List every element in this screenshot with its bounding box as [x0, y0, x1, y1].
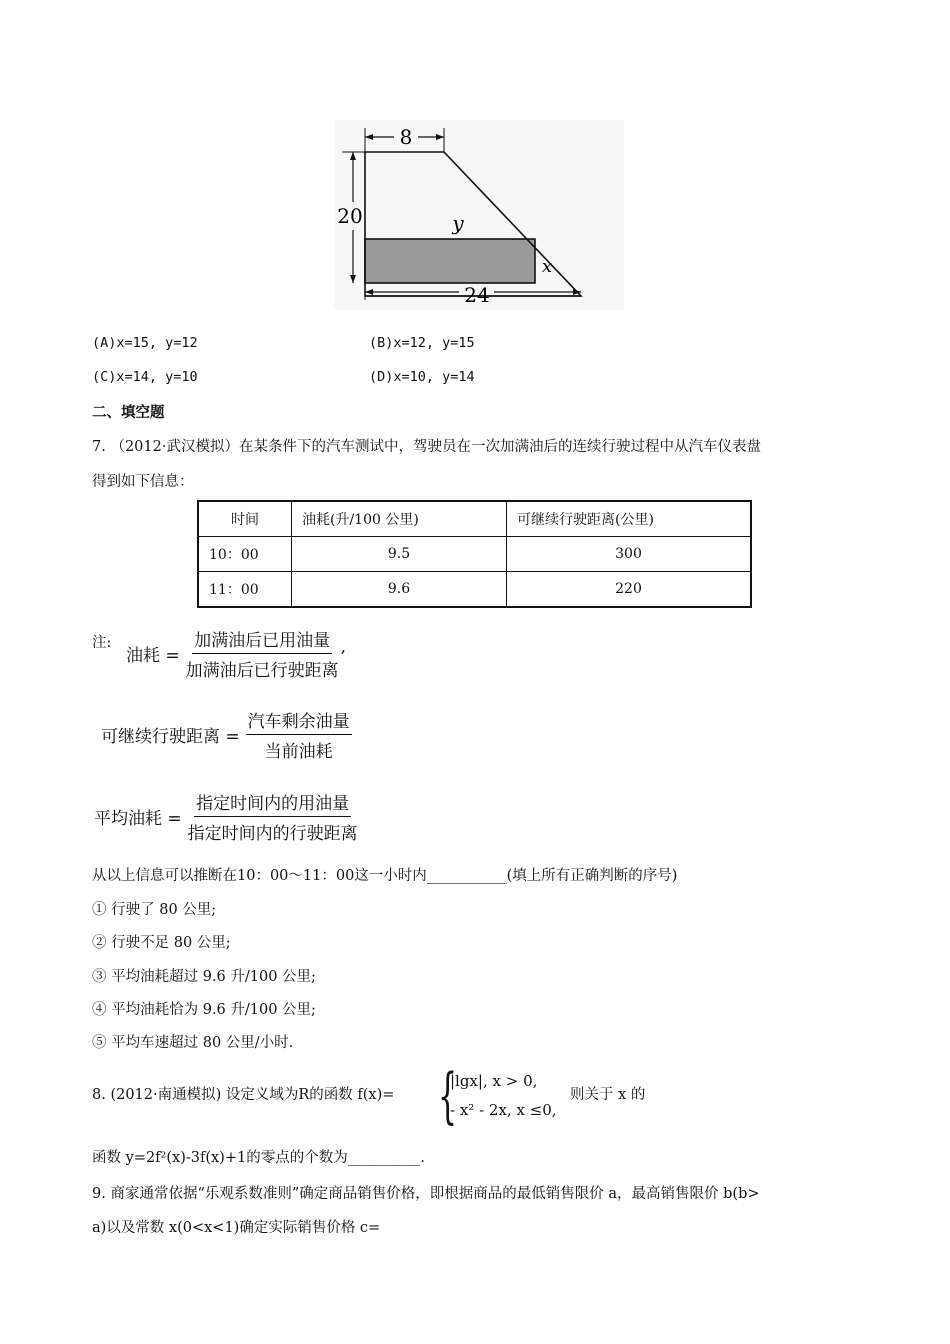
- q8-answer-blank[interactable]: __________: [347, 1150, 421, 1166]
- q8-line2-pre: 函数 y=2f²(x)-3f(x)+1的零点的个数为: [92, 1150, 348, 1166]
- table-cell: 9.6: [292, 572, 507, 608]
- formula-lhs: 可继续行驶距离 =: [101, 727, 240, 747]
- q8-line2-post: .: [420, 1150, 425, 1166]
- formula-remaining-distance: [101, 707, 352, 762]
- label-top: 8: [399, 125, 413, 149]
- formula-denominator: 指定时间内的行驶距离: [187, 824, 358, 844]
- formula-denominator: 加满油后已行驶距离: [185, 661, 339, 681]
- q7-answer-blank[interactable]: ___________: [426, 868, 507, 884]
- table-cell: 9.5: [292, 537, 507, 572]
- formula-lhs: 平均油耗 =: [94, 809, 182, 829]
- q9-line1: 9. 商家通常依据“乐观系数准则”确定商品销售价格，即根据商品的最低销售限价 a，最高销售限价 b(b>: [92, 1186, 760, 1202]
- formula-numerator: 汽车剩余油量: [246, 707, 352, 735]
- header-cell: 时间: [198, 501, 292, 537]
- q7-option-2: ② 行驶不足 80 公里;: [92, 935, 231, 951]
- label-bottom: 24: [464, 283, 490, 307]
- table-cell: 10：00: [198, 537, 292, 572]
- q7-prompt: [92, 864, 677, 885]
- shaded-rectangle: [365, 239, 535, 283]
- q8-line2: [92, 1146, 425, 1167]
- header-cell: 可继续行驶距离(公里): [507, 501, 752, 537]
- table-row: [198, 572, 751, 608]
- q7-prompt-post: (填上所有正确判断的序号): [506, 868, 678, 884]
- fuel-data-table: [197, 500, 752, 608]
- choice-d: (D)x=10, y=14: [369, 369, 475, 385]
- q7-line2: 得到如下信息：: [92, 474, 194, 490]
- piece-2: - x² - 2x, x ≤0,: [450, 1101, 557, 1119]
- q8-pre: 8. (2012·南通模拟) 设定义域为R的函数 f(x)=: [92, 1087, 395, 1103]
- table-cell: 220: [507, 572, 752, 608]
- table-cell: 300: [507, 537, 752, 572]
- q8-post: 则关于 x 的: [570, 1087, 646, 1103]
- table-cell: 11：00: [198, 572, 292, 608]
- formula-tail: ,: [340, 636, 347, 657]
- q7-option-4: ④ 平均油耗恰为 9.6 升/100 公里;: [92, 1002, 316, 1018]
- formula-lhs: 油耗 =: [126, 646, 180, 666]
- brace-icon: {: [438, 1061, 458, 1131]
- piecewise-function: [438, 1061, 568, 1131]
- trapezoid-figure: [334, 120, 624, 310]
- q7-option-1: ① 行驶了 80 公里;: [92, 902, 217, 918]
- choice-a: (A)x=15, y=12: [92, 335, 198, 351]
- formula-numerator: 加满油后已用油量: [192, 626, 332, 654]
- header-cell: 油耗(升/100 公里): [292, 501, 507, 537]
- note-label: 注:: [92, 635, 112, 651]
- label-x: x: [541, 256, 553, 277]
- q9-line2: a)以及常数 x(0<x<1)确定实际销售价格 c=: [92, 1220, 381, 1236]
- choice-b: (B)x=12, y=15: [369, 335, 475, 351]
- formula-denominator: 当前油耗: [264, 742, 333, 762]
- q7-option-5: ⑤ 平均车速超过 80 公里/小时.: [92, 1035, 294, 1051]
- section-title: 二、填空题: [92, 405, 165, 421]
- q7-option-3: ③ 平均油耗超过 9.6 升/100 公里;: [92, 969, 316, 985]
- table-row: [198, 537, 751, 572]
- q7-prompt-pre: 从以上信息可以推断在10：00～11：00这一小时内: [92, 868, 427, 884]
- formula-average-consumption: [94, 789, 358, 844]
- piece-1: |lgx|, x > 0,: [450, 1072, 538, 1090]
- table-header-row: [198, 501, 751, 537]
- label-left: 20: [337, 204, 363, 228]
- choice-c: (C)x=14, y=10: [92, 369, 198, 385]
- formula-numerator: 指定时间内的用油量: [194, 789, 351, 817]
- formula-fuel-consumption: [126, 626, 346, 681]
- label-y: y: [452, 211, 464, 235]
- q7-line1: 7. （2012·武汉模拟）在某条件下的汽车测试中，驾驶员在一次加满油后的连续行驶过程中从汽车仪表盘: [92, 439, 761, 455]
